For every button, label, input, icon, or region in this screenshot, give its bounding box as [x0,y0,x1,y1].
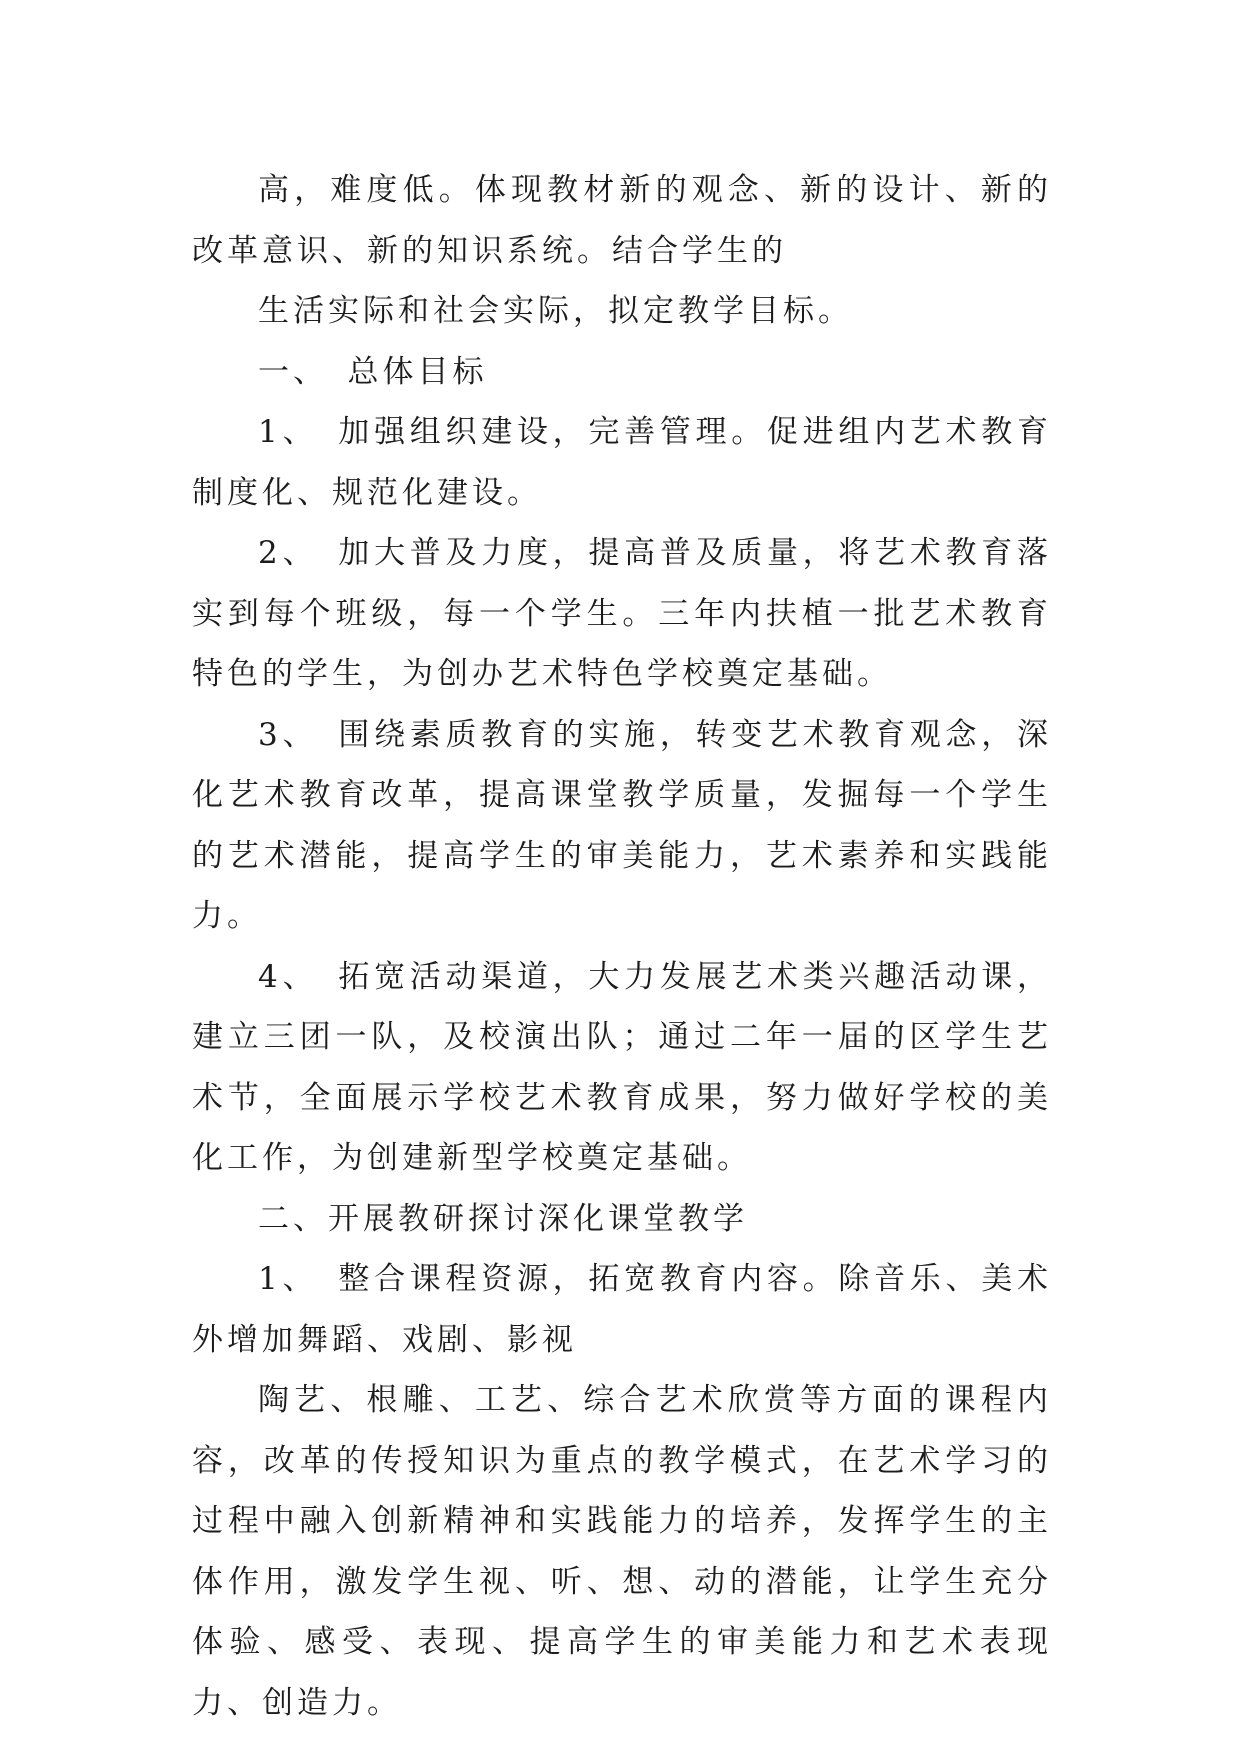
list-item-goal-1: 1、 加强组织建设，完善管理。促进组内艺术教育制度化、规范化建设。 [192,414,1052,511]
paragraph-curriculum-content: 陶艺、根雕、工艺、综合艺术欣赏等方面的课程内容，改革的传授知识为重点的教学模式，在艺术学习的过程中融入创新精神和实践能力的培养，发挥学生的主体作用，激发学生视、听、想、动的潜能，让学生充分体验、感受、表现、提高学生的审美能力和艺术表现力、创造力。 [192,1382,1052,1721]
list-item-goal-4: 4、 拓宽活动渠道，大力发展艺术类兴趣活动课，建立三团一队，及校演出队；通过二年一届的区学生艺术节，全面展示学校艺术教育成果，努力做好学校的美化工作，为创建新型学校奠定基础。 [192,958,1052,1176]
paragraph-intro: 高，难度低。体现教材新的观念、新的设计、新的改革意识、新的知识系统。结合学生的 [192,172,1052,269]
section-heading-overall-goals: 一、 总体目标 [258,353,488,390]
document-body [192,160,1052,1733]
paragraph-goals-lead: 生活实际和社会实际，拟定教学目标。 [258,293,853,329]
section-heading-teaching-research: 二、开展教研探讨深化课堂教学 [258,1200,748,1237]
list-item-goal-2: 2、 加大普及力度，提高普及质量，将艺术教育落实到每个班级，每一个学生。三年内扶植一批艺术教育特色的学生，为创办艺术特色学校奠定基础。 [192,535,1052,692]
list-item-goal-3: 3、 围绕素质教育的实施，转变艺术教育观念，深化艺术教育改革，提高课堂教学质量，发掘每一个学生的艺术潜能，提高学生的审美能力，艺术素养和实践能力。 [192,716,1052,934]
list-item-research-1: 1、 整合课程资源，拓宽教育内容。除音乐、美术外增加舞蹈、戏剧、影视 [192,1261,1052,1358]
